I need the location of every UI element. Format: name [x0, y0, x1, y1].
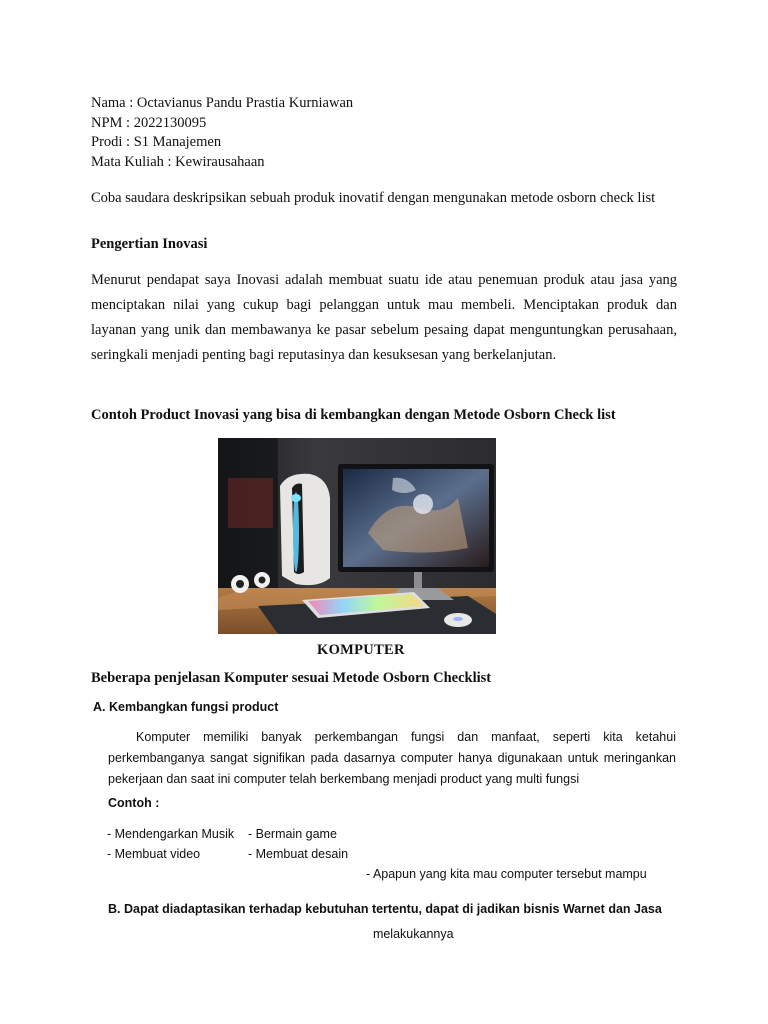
computer-photo — [218, 438, 496, 634]
section-a-paragraph — [108, 727, 676, 790]
list-item: - Apapun yang kita mau computer tersebut mampu — [366, 867, 647, 881]
assignment-question: Coba saudara deskripsikan sebuah produk inovatif dengan mengunakan metode osborn check list — [91, 190, 656, 206]
course-name: Mata Kuliah : Kewirausahaan — [91, 153, 265, 170]
student-prodi: Prodi : S1 Manajemen — [91, 134, 222, 150]
list-item: - Bermain game — [248, 827, 337, 841]
list-item: - Mendengarkan Musik — [107, 827, 235, 841]
pengertian-paragraph: Menurut pendapat saya Inovasi adalah membuat suatu ide atau penemuan produk atau jasa yang menciptakan nilai yang cukup bagi pelanggan untuk mau membeli. Menciptakan produk dan layanan yang unik dan membawanya ke pasar sebelum pesaing dapat menguntungkan perusahaan, seringkali menjadi penting bagi reputasinya dan kesuksesan yang berkelanjutan. — [91, 272, 677, 363]
example-list-column-1 — [107, 824, 234, 864]
contoh-heading: Contoh Product Inovasi yang bisa di kembangkan dengan Metode Osborn Check list — [91, 407, 616, 423]
student-npm: NPM : 2022130095 — [91, 114, 207, 131]
list-item: melakukannya — [366, 927, 454, 941]
section-a-body: Komputer memiliki banyak perkembangan fungsi dan manfaat, seperti kita ketahui perkembanganya sangat signifikan pada dasarnya computer hanya digunakaan untuk meringankan pekerjaan dan saat ini computer telah berkembang menjadi product yang multi fungsi — [108, 730, 676, 786]
example-list-column-2 — [248, 824, 348, 864]
list-item: - Membuat desain — [248, 847, 349, 861]
student-info — [91, 94, 353, 172]
penjelasan-heading: Beberapa penjelasan Komputer sesuai Metode Osborn Checklist — [91, 670, 492, 686]
image-caption: KOMPUTER — [317, 642, 405, 658]
list-item: - Membuat video — [107, 847, 201, 861]
section-a-heading: A. Kembangkan fungsi product — [93, 700, 279, 714]
student-name: Nama : Octavianus Pandu Prastia Kurniawan — [91, 95, 354, 111]
section-b-heading: B. Dapat diadaptasikan terhadap kebutuhan tertentu, dapat di jadikan bisnis Warnet dan Jasa — [108, 902, 662, 916]
contoh-label: Contoh : — [108, 796, 160, 810]
pengertian-heading: Pengertian Inovasi — [91, 236, 208, 252]
